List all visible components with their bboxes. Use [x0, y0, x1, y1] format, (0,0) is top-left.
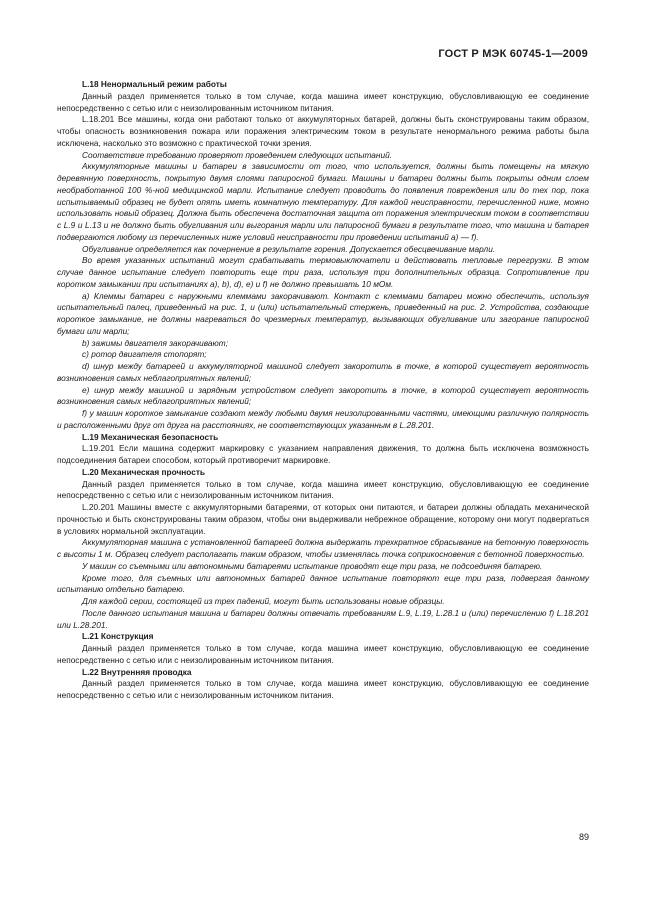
- italic-paragraph: После данного испытания машина и батареи должны отвечать требованиям L.9, L.19, L.28.1 и (или) перечислению f) L.18.201 или L.28.201.: [57, 607, 589, 630]
- document-body: [57, 79, 589, 702]
- paragraph: Данный раздел применяется только в том случае, когда машина имеет конструкцию, обусловливающую ее соединение непосредственно с сетью или с неизолированным источником питания.: [57, 643, 589, 665]
- list-item: e) шнур между машиной и зарядным устройством следует закоротить в точке, в которой существует вероятность возникновения самых неблагоприятных явлений;: [57, 384, 589, 407]
- list-item: d) шнур между батареей и аккумуляторной машиной следует закоротить в точке, в которой существует вероятность возникновения самых неблагоприятных явлений;: [57, 361, 589, 383]
- page-number: 89: [578, 832, 589, 842]
- section-heading-l18: L.18 Ненормальный режим работы: [82, 79, 227, 89]
- list-item: f) у машин короткое замыкание создают между любыми двумя неизолированными частями, имеющими различную полярность и расположенными друг от друга на расстояниях, не соответствующих указанным в L.28.201.: [57, 408, 589, 430]
- italic-paragraph: Для каждой серии, состоящей из трех падений, могут быть использованы новые образцы.: [82, 596, 445, 606]
- paragraph: L.20.201 Машины вместе с аккумуляторными батареями, от которых они питаются, и батареи должны обладать механической прочностью и быть сконструированы таким образом, чтобы они выдерживали небрежное обращение, которому они могут подвергаться в условиях нормальной эксплуатации.: [57, 502, 589, 536]
- italic-paragraph: Кроме того, для съемных или автономных батарей данное испытание повторяют еще три раза, подвергая данному испытанию отдельно батарею.: [57, 572, 589, 595]
- paragraph: Данный раздел применяется только в том случае, когда машина имеет конструкцию, обусловливающую ее соединение непосредственно с сетью или с неизолированным источником питания.: [57, 678, 589, 700]
- section-heading-l22: L.22 Внутренняя проводка: [82, 666, 192, 677]
- paragraph: Данный раздел применяется только в том случае, когда машина имеет конструкцию, обусловливающую ее соединение непосредственно с сетью или с неизолированным источником питания.: [57, 478, 589, 501]
- italic-paragraph: Аккумуляторные машины и батареи в зависимости от того, что используется, должны быть помещены на мягкую деревянную поверхность, покрытую двумя слоями папиросной бумаги. Машины и батареи должны быть покрыты одним слоем необработанной 100 %-ной медицинской марли. Испытание следует проводить до появления повреждения или до тех пор, пока испытываемый образец не будет опять иметь комнатную температуру. Для каждой неисправности, перечисленной ниже, можно использовать новый образец. Должна быть обеспечена достаточная защита от поражения электрическим током в соответствии с L.9 и L.13 и не должно быть обугливания или выгорания марли или папиросной бумаги в результате того, что машина и батарея подвергаются любому из перечисленных ниже условий неисправности при проведении испытаний а) — f).: [57, 161, 589, 242]
- list-item: b) зажимы двигателя закорачивают;: [82, 337, 229, 348]
- section-heading-l19: L.19 Механическая безопасность: [82, 431, 219, 442]
- list-item: a) Клеммы батареи с наружными клеммами закорачивают. Контакт с клеммами батареи можно обеспечить, используя испытательный палец, приведенный на рис. 1, и (или) испытательный стержень, приведенный на рис. 2. Устройства, создающие короткое замыкание, не должны нагреваться до чрезмерных температур, вызывающих обугливание или загорание папиросной бумаги или марли;: [57, 290, 589, 336]
- section-heading-l20: L.20 Механическая прочность: [82, 466, 206, 477]
- italic-paragraph: Обугливание определяется как почернение в результате горения. Допускается обесцвечивание марли.: [82, 243, 496, 254]
- section-heading-l21: L.21 Конструкция: [82, 631, 154, 642]
- italic-paragraph: У машин со съемными или автономными батареями испытание проводят еще три раза, не подсоединяя батарею.: [82, 560, 543, 571]
- paragraph: L.18.201 Все машины, когда они работают только от аккумуляторных батарей, должны быть сконструированы таким образом, чтобы опасность возникновения пожара или поражения электрическим током в результате ненормального режима работы была исключена, насколько это возможно с практической точки зрения.: [57, 114, 589, 148]
- standard-header: ГОСТ Р МЭК 60745-1—2009: [438, 48, 588, 60]
- italic-paragraph: Во время указанных испытаний могут срабатывать термовыключатели и действовать тепловые перегрузки. В этом случае данное испытание следует повторить еще три раза, используя три дополнительных образца. Сопротивление при коротком замыкании при испытаниях а), b), d), e) и f) не должно превышать 10 мОм.: [57, 255, 589, 289]
- paragraph: L.19.201 Если машина содержит маркировку с указанием направления движения, то должна быть исключена возможность подсоединения батареи способом, который противоречит маркировке.: [57, 443, 589, 465]
- list-item: c) ротор двигателя стопорят;: [82, 349, 207, 360]
- italic-paragraph: Аккумуляторная машина с установленной батареей должна выдержать трехкратное сбрасывание на бетонную поверхность с высоты 1 м. Образец следует располагать таким образом, чтобы изменялась точка соприкосновения с бетонной поверхностью.: [57, 537, 589, 559]
- italic-paragraph: Соответствие требованию проверяют проведением следующих испытаний.: [82, 149, 393, 160]
- paragraph: Данный раздел применяется только в том случае, когда машина имеет конструкцию, обусловливающую ее соединение непосредственно с сетью или с неизолированным источником питания.: [57, 90, 589, 113]
